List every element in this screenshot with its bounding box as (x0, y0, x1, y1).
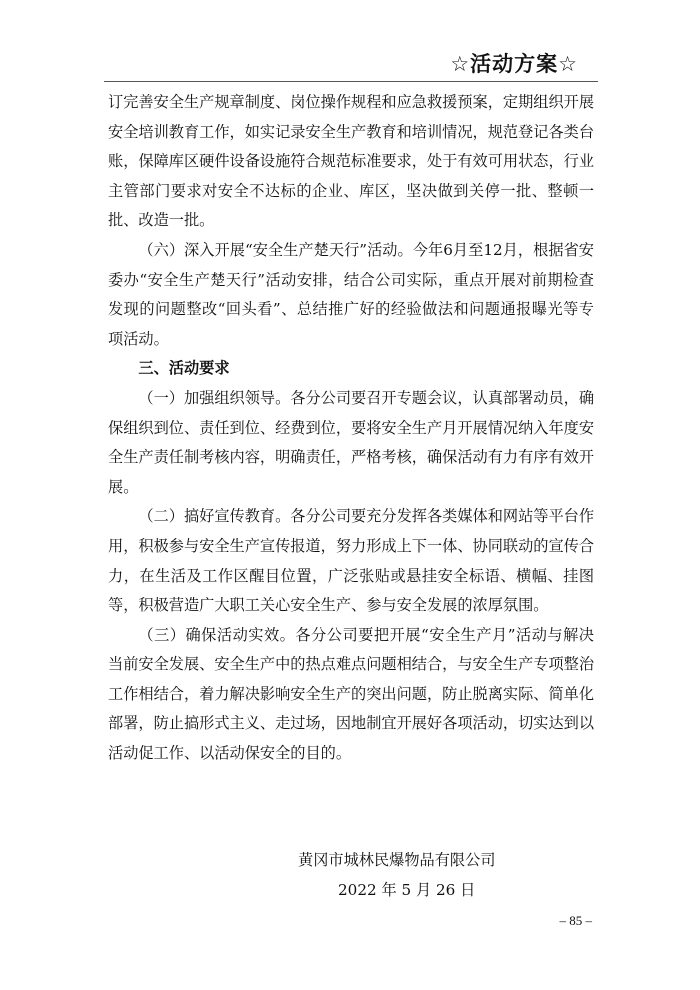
page-number: – 85 – (559, 913, 592, 928)
signature-date: 2022 年 5 月 26 日 (338, 881, 476, 899)
header-divider (104, 81, 598, 82)
signature-organization: 黄冈市城林民爆物品有限公司 (298, 851, 496, 869)
body-paragraph-1: 订完善安全生产规章制度、岗位操作规程和应急救援预案，定期组织开展安全培训教育工作，如实记录安全生产教育和培训情况，规范登记各类台账，保障库区硬件设备设施符合规范标准要求，处于有效可用状态，行业主管部门要求对安全不达标的企业、库区，坚决做到关停一批、整顿一批、改造一批。 (108, 93, 594, 230)
body-paragraph-3: （一）加强组织领导。各分公司要召开专题会议，认真部署动员，确保组织到位、责任到位、经费到位，要将安全生产月开展情况纳入年度安全生产责任制考核内容，明确责任，严格考核，确保活动有力有序有效开展。 (108, 388, 595, 496)
body-paragraph-4: （二）搞好宣传教育。各分公司要充分发挥各类媒体和网站等平台作用，积极参与安全生产宣传报道，努力形成上下一体、协同联动的宣传合力，在生活及工作区醒目位置，广泛张贴或悬挂安全标语、横幅、挂图等，积极营造广大职工关心安全生产、参与安全发展的浓厚氛围。 (108, 507, 595, 615)
section-heading: 三、活动要求 (138, 359, 230, 378)
body-paragraph-2: （六）深入开展“安全生产楚天行”活动。今年6月至12月，根据省安委办“安全生产楚天行”活动安排，结合公司实际，重点开展对前期检查发现的问题整改“回头看”、总结推广好的经验做法和问题通报曝光等专项活动。 (108, 240, 594, 348)
document-body (108, 88, 594, 769)
body-paragraph-5: （三）确保活动实效。各分公司要把开展“安全生产月”活动与解决当前安全发展、安全生产中的热点难点问题相结合，与安全生产专项整治工作相结合，着力解决影响安全生产的突出问题，防止脱离实际、简单化部署，防止搞形式主义、走过场，因地制宜开展好各项活动，切实达到以活动促工作、以活动保安全的目的。 (108, 625, 594, 763)
page-header-title: ☆活动方案☆ (450, 52, 578, 76)
